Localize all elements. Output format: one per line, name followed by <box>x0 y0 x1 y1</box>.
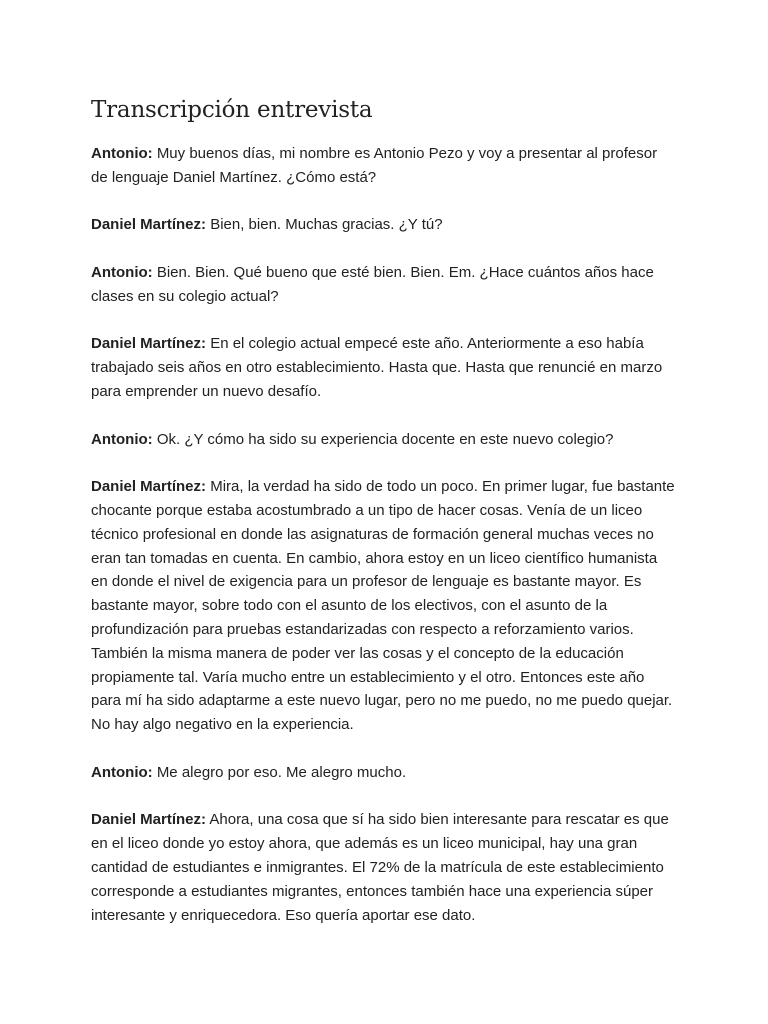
utterance-line: corresponde a estudiantes migrantes, entonces también hace una experiencia súper <box>91 882 654 900</box>
utterance-line: cantidad de estudiantes e inmigrantes. El 72% de la matrícula de este establecimiento <box>91 858 664 876</box>
document-title: Transcripción entrevista <box>91 97 373 123</box>
speaker-name: Daniel Martínez: <box>91 335 207 353</box>
utterance-line: No hay algo negativo en la experiencia. <box>91 716 354 734</box>
transcript-body <box>91 142 768 927</box>
utterance-line: Muy buenos días, mi nombre es Antonio Pezo y voy a presentar al profesor <box>156 145 658 162</box>
utterance-line: En el colegio actual empecé este año. Anteriormente a eso había <box>210 335 644 353</box>
utterance-line: Ahora, una cosa que sí ha sido bien interesante para rescatar es que <box>209 811 669 829</box>
utterance-line: trabajado seis años en otro establecimiento. Hasta que. Hasta que renuncié en marzo <box>91 359 663 377</box>
utterance-line: Me alegro por eso. Me alegro mucho. <box>156 763 407 781</box>
utterance-line: Mira, la verdad ha sido de todo un poco. En primer lugar, fue bastante <box>210 478 675 496</box>
transcript-turn <box>91 332 691 403</box>
utterance-line: en donde el nivel de exigencia para un profesor de lenguaje es bastante mayor. Es <box>91 573 642 591</box>
utterance-line: propiamente tal. Varía mucho entre un establecimiento y el otro. Entonces este año <box>91 668 645 686</box>
transcript-turn <box>91 213 691 237</box>
utterance-line: Bien, bien. Muchas gracias. ¿Y tú? <box>210 216 443 234</box>
speaker-name: Antonio: <box>91 145 153 162</box>
utterance-line: para emprender un nuevo desafío. <box>91 382 322 400</box>
speaker-name: Antonio: <box>91 430 153 448</box>
transcript-turn <box>91 808 691 927</box>
speaker-name: Antonio: <box>91 763 153 781</box>
speaker-name: Daniel Martínez: <box>91 216 207 234</box>
utterance-line: bastante mayor, sobre todo con el asunto de los electivos, con el asunto de la <box>91 597 608 615</box>
utterance-line: en el liceo donde yo estoy ahora, que además es un liceo municipal, hay una gran <box>91 835 638 853</box>
transcript-turn <box>91 142 691 190</box>
utterance-line: Bien. Bien. Qué bueno que esté bien. Bien. Em. ¿Hace cuántos años hace <box>156 263 654 281</box>
transcript-turn <box>91 475 691 737</box>
transcript-turn <box>91 428 691 452</box>
utterance-line: interesante y enriquecedora. Eso quería aportar ese dato. <box>91 906 476 924</box>
utterance-line: técnico profesional en donde las asignaturas de formación general muchas veces no <box>91 525 654 543</box>
transcript-turn <box>91 261 691 309</box>
utterance-line: También la misma manera de poder ver las cosas y el concepto de la educación <box>91 644 624 662</box>
utterance-line: profundización para pruebas estandarizadas con respecto a reforzamiento varios. <box>91 620 634 638</box>
utterance-line: eran tan tomadas en cuenta. En cambio, ahora estoy en un liceo científico humanista <box>91 549 658 567</box>
utterance-line: clases en su colegio actual? <box>91 287 279 305</box>
speaker-name: Daniel Martínez: <box>91 478 207 496</box>
utterance-line: de lenguaje Daniel Martínez. ¿Cómo está? <box>91 168 377 186</box>
transcript-turn <box>91 761 691 785</box>
utterance-line: Ok. ¿Y cómo ha sido su experiencia docente en este nuevo colegio? <box>156 430 614 448</box>
speaker-name: Daniel Martínez: <box>91 811 207 829</box>
utterance-line: chocante porque estaba acostumbrado a un tipo de hacer cosas. Venía de un liceo <box>91 501 643 519</box>
speaker-name: Antonio: <box>91 263 153 281</box>
utterance-line: para mí ha sido adaptarme a este nuevo lugar, pero no me puedo, no me puedo quejar. <box>91 692 673 710</box>
